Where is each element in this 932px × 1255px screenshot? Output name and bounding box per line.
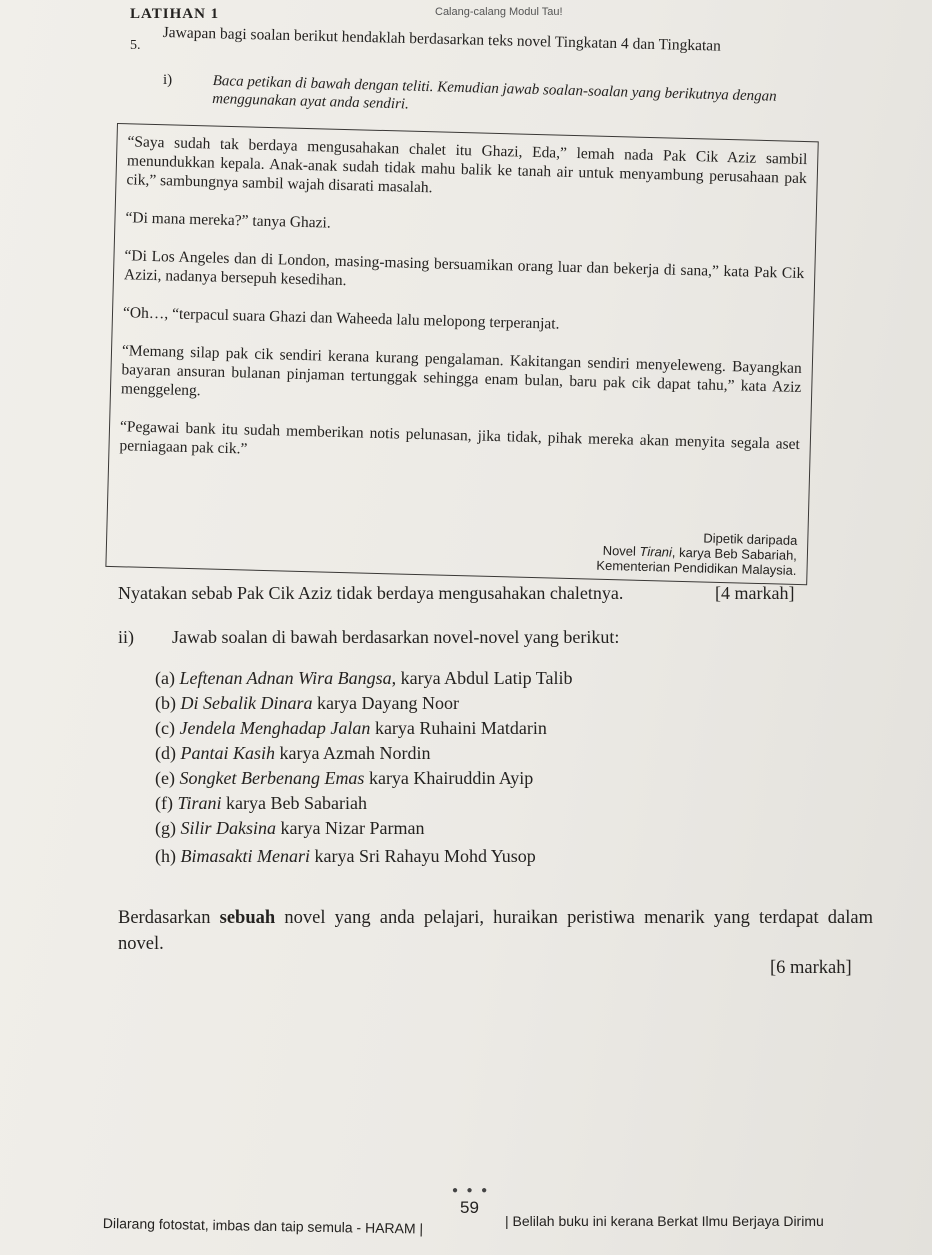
novel-author: karya Azmah Nordin [275, 743, 431, 763]
passage-citation [596, 528, 797, 578]
novel-author: karya Dayang Noor [312, 693, 459, 713]
passage-box [105, 123, 818, 585]
novel-title: Tirani [177, 793, 222, 813]
essay-question [118, 905, 873, 957]
novel-list-item [155, 768, 533, 789]
question-1-text: Nyatakan sebab Pak Cik Aziz tidak berdaya mengusahakan chaletnya. [118, 583, 624, 603]
part-ii-label: ii) [118, 627, 134, 647]
question-1-marks: [4 markah] [715, 583, 795, 603]
novel-title: Silir Daksina [180, 818, 277, 838]
novel-letter: (e) [155, 768, 175, 788]
novel-list-item [155, 846, 536, 867]
question-intro [162, 22, 862, 61]
citation-line-1: Dipetik daripada [703, 530, 798, 548]
passage-paragraph: “Memang silap pak cik sendiri kerana kurang pengalaman. Kakitangan sendiri menyeleweng. Bayangkan bayaran ansuran bulanan pinjaman tertunggak sehingga enam bulan, baru pak cik dapat tahu,” kata Aziz menggeleng. [120, 342, 803, 400]
novel-list-item [155, 693, 459, 714]
part-i-label: i) [163, 72, 173, 88]
question-number: 5. [130, 38, 141, 53]
novel-title: Jendela Menghadap Jalan [179, 718, 371, 738]
novel-list-item [155, 793, 367, 814]
novel-title: Songket Berbenang Emas [179, 768, 365, 788]
novel-title: Pantai Kasih [180, 743, 276, 763]
novel-author: karya Sri Rahayu Mohd Yusop [309, 846, 536, 866]
novel-title: Di Sebalik Dinara [180, 693, 313, 713]
exercise-title: LATIHAN 1 [130, 6, 220, 22]
novel-letter: (a) [155, 668, 175, 688]
novel-author: karya Nizar Parman [276, 818, 425, 838]
citation-title: Tirani [639, 543, 673, 560]
passage-paragraph: “Pegawai bank itu sudah memberikan notis pelunasan, jika tidak, pihak mereka akan menyita segala aset perniagaan pak cik.” [119, 418, 801, 458]
header-note: Calang-calang Modul Tau! [435, 6, 563, 18]
novel-letter: (c) [155, 718, 175, 738]
novel-list-item [155, 743, 430, 764]
novel-list-item [155, 718, 547, 739]
citation-suffix: , karya Beb Sabariah, [671, 544, 798, 563]
novel-author: karya Beb Sabariah [221, 793, 367, 813]
essay-text-start: Berdasarkan [118, 908, 220, 928]
novel-author: karya Khairuddin Ayip [364, 768, 534, 788]
part-i-instruction: Baca petikan di bawah dengan teliti. Kemudian jawab soalan-soalan yang berikutnya dengan menggunakan ayat anda sendiri. [212, 72, 777, 113]
footer-left: Dilarang fotostat, imbas dan taip semula - HARAM | [102, 1215, 424, 1237]
page-number: 59 [460, 1198, 479, 1217]
novel-letter: (h) [155, 846, 176, 866]
citation-line-3: Kementerian Pendidikan Malaysia. [596, 557, 797, 578]
novel-letter: (g) [155, 818, 176, 838]
essay-emphasis: sebuah [219, 908, 276, 928]
novel-title: Leftenan Adnan Wira Bangsa [179, 668, 392, 688]
novel-author: karya Ruhaini Matdarin [370, 718, 547, 738]
passage-paragraph: “Di mana mereka?” tanya Ghazi. [125, 209, 331, 232]
page-ornament: ● ● ● [452, 1185, 491, 1196]
novel-author: , karya Abdul Latip Talib [391, 668, 573, 688]
novel-list-item [155, 818, 424, 839]
novel-list-item [155, 668, 573, 689]
passage-paragraph: “Saya sudah tak berdaya mengusahakan chalet itu Ghazi, Eda,” lemah nada Pak Cik Aziz sambil menundukkan kepala. Anak-anak sudah tidak mahu balik ke tanah air untuk menyambung perusahaan pak cik,” sambungnya sambil wajah disarati masalah. [126, 133, 808, 197]
essay-marks: [6 markah] [770, 958, 852, 978]
citation-prefix: Novel [602, 542, 640, 559]
part-ii-instruction: Jawab soalan di bawah berdasarkan novel-novel yang berikut: [172, 627, 620, 647]
intro-text: Jawapan bagi soalan berikut hendaklah berdasarkan teks novel Tingkatan 4 dan Tingkatan [162, 23, 722, 55]
essay-text-end: novel yang anda pelajari, huraikan peristiwa menarik yang terdapat dalam novel. [118, 908, 873, 954]
novel-title: Bimasakti Menari [180, 846, 310, 866]
novel-letter: (f) [155, 793, 173, 813]
passage-paragraph: “Oh…, “terpacul suara Ghazi dan Waheeda lalu melopong terperanjat. [122, 304, 560, 333]
footer-right: | Belilah buku ini kerana Berkat Ilmu Berjaya Dirimu [505, 1213, 824, 1229]
passage-paragraph: “Di Los Angeles dan di London, masing-masing bersuamikan orang luar dan bekerja di sana,” kata Pak Cik Azizi, nadanya bersepuh kesedihan. [123, 247, 805, 290]
novel-letter: (b) [155, 693, 176, 713]
novel-letter: (d) [155, 743, 176, 763]
